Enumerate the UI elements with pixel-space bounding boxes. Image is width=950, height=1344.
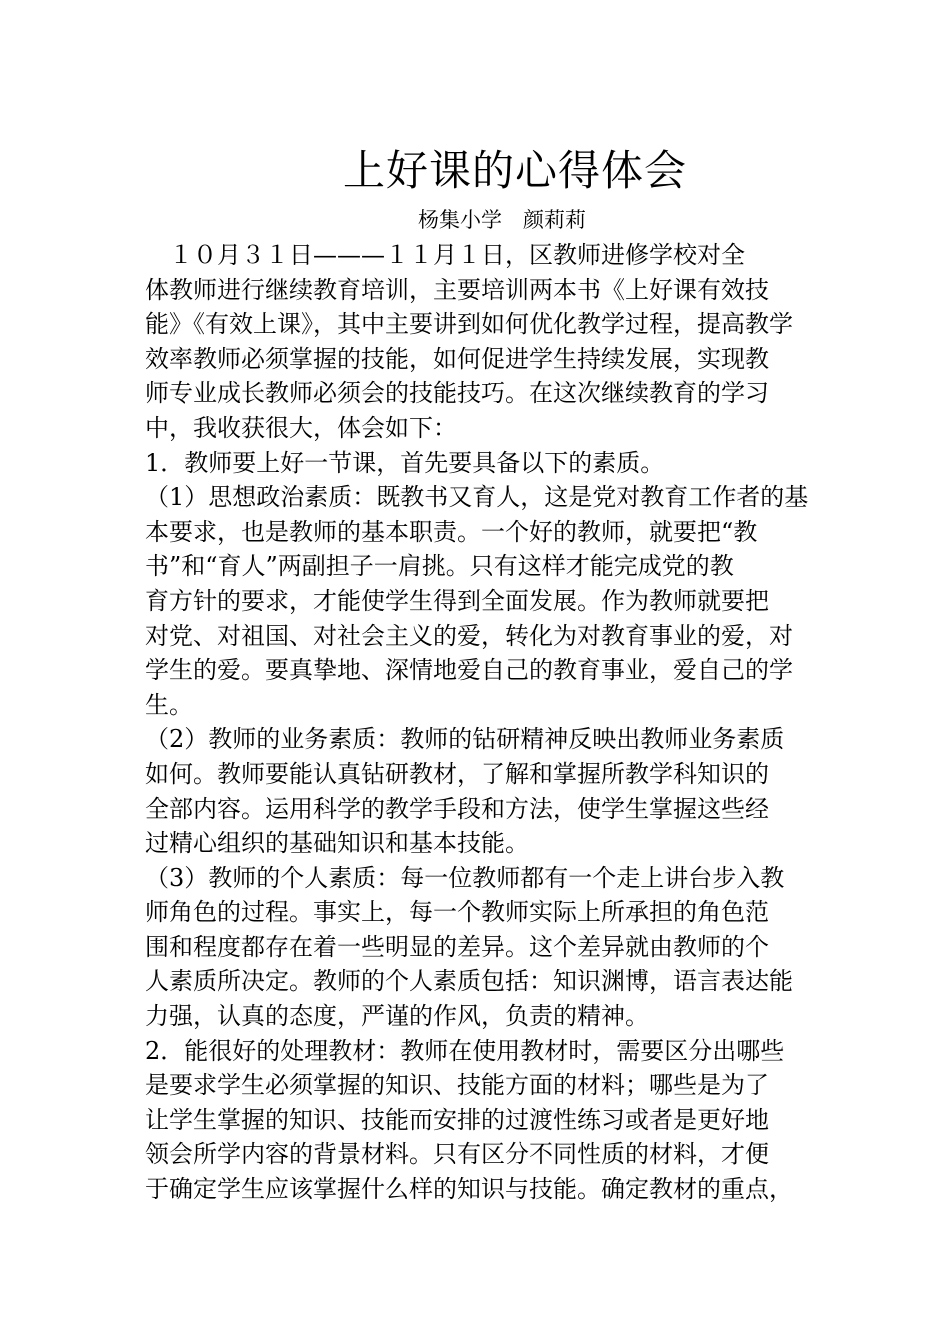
body-line: 如何。教师要能认真钻研教材，了解和掌握所教学科知识的 [145,759,769,788]
body-line: 是要求学生必须掌握的知识、技能方面的材料；哪些是为了 [145,1071,769,1100]
body-line: （3）教师的个人素质：每一位教师都有一个走上讲台步入教 [145,863,785,892]
author-line: 杨集小学 颜莉莉 [418,208,586,232]
body-line: （1）思想政治素质：既教书又育人，这是党对教育工作者的基 [145,483,809,512]
body-line: 师角色的过程。事实上，每一个教师实际上所承担的角色范 [145,898,769,927]
body-line: 本要求，也是教师的基本职责。一个好的教师，就要把“教 [145,517,758,546]
body-line: 书”和“育人”两副担子一肩挑。只有这样才能完成党的教 [145,552,734,581]
body-line: 师专业成长教师必须会的技能技巧。在这次继续教育的学习 [145,379,769,408]
body-line: （2）教师的业务素质：教师的钻研精神反映出教师业务素质 [145,725,785,754]
section-heading-1: 1．教师要上好一节课，首先要具备以下的素质。 [145,448,665,477]
body-line: 于确定学生应该掌握什么样的知识与技能。确定教材的重点， [145,1175,793,1204]
body-line: 能》《有效上课》，其中主要讲到如何优化教学过程，提高教学 [145,310,793,339]
body-line: 全部内容。运用科学的教学手段和方法，使学生掌握这些经 [145,794,769,823]
section-heading-2: 2．能很好的处理教材：教师在使用教材时，需要区分出哪些 [145,1036,785,1065]
document-body [145,238,817,1207]
body-line: 对党、对祖国、对社会主义的爱，转化为对教育事业的爱，对 [145,621,793,650]
body-line: 中，我收获很大，体会如下： [145,413,457,442]
body-line: 人素质所决定。教师的个人素质包括：知识渊博，语言表达能 [145,967,793,996]
body-line: 领会所学内容的背景材料。只有区分不同性质的材料，才便 [145,1140,769,1169]
body-line: 力强，认真的态度，严谨的作风，负责的精神。 [145,1002,649,1031]
body-line: 围和程度都存在着一些明显的差异。这个差异就由教师的个 [145,932,769,961]
body-line: １０月３１日———１１月１日，区教师进修学校对全 [145,241,745,269]
body-line: 让学生掌握的知识、技能而安排的过渡性练习或者是更好地 [145,1105,769,1134]
document-title: 上好课的心得体会 [342,146,687,195]
body-line: 体教师进行继续教育培训，主要培训两本书《上好课有效技 [145,275,769,304]
body-line: 学生的爱。要真挚地、深情地爱自己的教育事业，爱自己的学 [145,656,793,685]
body-line: 生。 [145,690,193,719]
body-line: 育方针的要求，才能使学生得到全面发展。作为教师就要把 [145,586,769,615]
body-line: 效率教师必须掌握的技能，如何促进学生持续发展，实现教 [145,344,769,373]
body-line: 过精心组织的基础知识和基本技能。 [145,829,529,858]
